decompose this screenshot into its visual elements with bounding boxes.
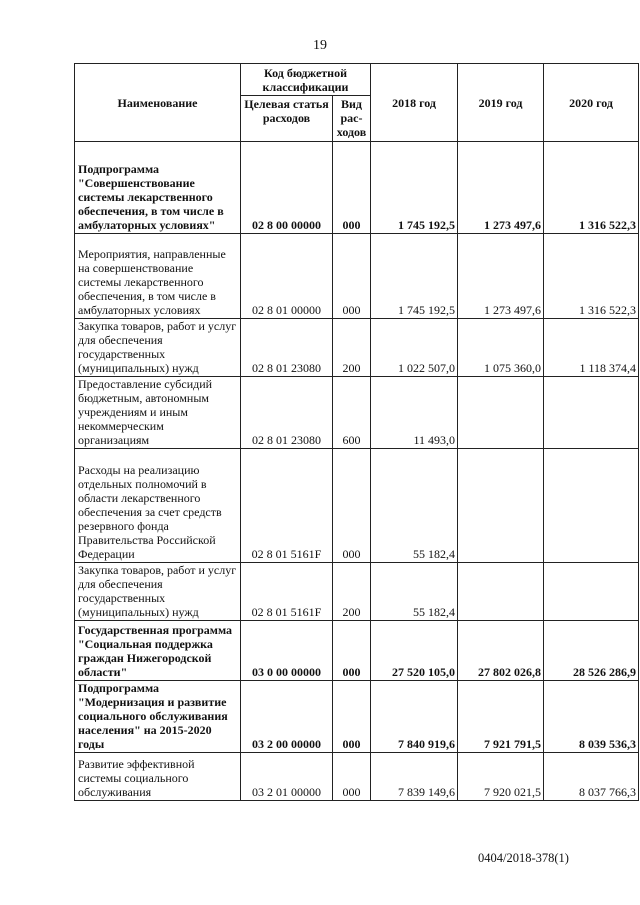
header-name: Наименование — [75, 64, 241, 142]
row-2019-amount-cell — [458, 377, 544, 449]
row-target-code-cell: 02 8 01 23080 — [241, 377, 333, 449]
header-2019: 2019 год — [458, 64, 544, 142]
table-row — [75, 753, 639, 801]
header-2018: 2018 год — [371, 64, 458, 142]
row-target-code-cell: 03 0 00 00000 — [241, 621, 333, 681]
row-name-cell: Предоставление субсидий бюджетным, автономным учреждениям и иным некоммерческим организациям — [75, 377, 241, 449]
row-2020-amount-cell: 1 118 374,4 — [544, 319, 639, 377]
row-2019-amount-cell — [458, 449, 544, 563]
row-target-code-cell: 02 8 01 00000 — [241, 234, 333, 319]
table-row — [75, 377, 639, 449]
row-2018-amount-cell: 1 022 507,0 — [371, 319, 458, 377]
header-kind: Вид рас-ходов — [333, 96, 371, 142]
row-2018-amount-cell: 7 839 149,6 — [371, 753, 458, 801]
row-2018-amount-cell: 55 182,4 — [371, 563, 458, 621]
row-2019-amount-cell: 1 075 360,0 — [458, 319, 544, 377]
row-name-cell: Развитие эффективной системы социального обслуживания — [75, 753, 241, 801]
budget-table — [74, 63, 639, 801]
row-2018-amount-cell: 1 745 192,5 — [371, 142, 458, 234]
row-name-cell: Закупка товаров, работ и услуг для обеспечения государственных (муниципальных) нужд — [75, 563, 241, 621]
row-name-cell: Подпрограмма "Модернизация и развитие социального обслуживания населения" на 2015-2020 годы — [75, 681, 241, 753]
document-code: 0404/2018-378(1) — [478, 851, 569, 865]
row-kind-code-cell: 000 — [333, 621, 371, 681]
row-target-code-cell: 03 2 01 00000 — [241, 753, 333, 801]
row-2019-amount-cell: 27 802 026,8 — [458, 621, 544, 681]
row-name-cell: Расходы на реализацию отдельных полномочий в области лекарственного обеспечения за счет средств резервного фонда Правительства Российской Федерации — [75, 449, 241, 563]
table-row — [75, 449, 639, 563]
row-kind-code-cell: 000 — [333, 234, 371, 319]
table-row — [75, 681, 639, 753]
row-2019-amount-cell: 7 921 791,5 — [458, 681, 544, 753]
row-name-cell: Государственная программа "Социальная поддержка граждан Нижегородской области" — [75, 621, 241, 681]
row-kind-code-cell: 000 — [333, 681, 371, 753]
row-2020-amount-cell — [544, 377, 639, 449]
row-target-code-cell: 02 8 00 00000 — [241, 142, 333, 234]
row-name-cell: Закупка товаров, работ и услуг для обеспечения государственных (муниципальных) нужд — [75, 319, 241, 377]
row-name-cell: Подпрограмма "Совершенствование системы лекарственного обеспечения, в том числе в амбулаторных условиях" — [75, 142, 241, 234]
header-target: Целевая статья расходов — [241, 96, 333, 142]
row-2020-amount-cell: 1 316 522,3 — [544, 234, 639, 319]
table-row — [75, 319, 639, 377]
row-kind-code-cell: 200 — [333, 319, 371, 377]
row-2018-amount-cell: 55 182,4 — [371, 449, 458, 563]
row-2019-amount-cell: 7 920 021,5 — [458, 753, 544, 801]
row-2020-amount-cell: 8 039 536,3 — [544, 681, 639, 753]
row-2018-amount-cell: 7 840 919,6 — [371, 681, 458, 753]
header-2020: 2020 год — [544, 64, 639, 142]
row-name-cell: Мероприятия, направленные на совершенствование системы лекарственного обеспечения, в том числе в амбулаторных условиях — [75, 234, 241, 319]
header-code-group: Код бюджетной классификации — [241, 64, 371, 96]
row-2020-amount-cell: 28 526 286,9 — [544, 621, 639, 681]
row-target-code-cell: 02 8 01 5161F — [241, 449, 333, 563]
row-target-code-cell: 02 8 01 5161F — [241, 563, 333, 621]
table-row — [75, 563, 639, 621]
table-row — [75, 142, 639, 234]
row-2020-amount-cell: 8 037 766,3 — [544, 753, 639, 801]
row-2018-amount-cell: 11 493,0 — [371, 377, 458, 449]
table-row — [75, 621, 639, 681]
row-2020-amount-cell — [544, 563, 639, 621]
row-2019-amount-cell — [458, 563, 544, 621]
row-target-code-cell: 03 2 00 00000 — [241, 681, 333, 753]
row-kind-code-cell: 000 — [333, 142, 371, 234]
row-kind-code-cell: 000 — [333, 449, 371, 563]
page-number: 19 — [313, 38, 327, 53]
row-2018-amount-cell: 1 745 192,5 — [371, 234, 458, 319]
row-2020-amount-cell: 1 316 522,3 — [544, 142, 639, 234]
row-2020-amount-cell — [544, 449, 639, 563]
row-2018-amount-cell: 27 520 105,0 — [371, 621, 458, 681]
row-kind-code-cell: 200 — [333, 563, 371, 621]
row-2019-amount-cell: 1 273 497,6 — [458, 142, 544, 234]
row-target-code-cell: 02 8 01 23080 — [241, 319, 333, 377]
table-row — [75, 234, 639, 319]
row-kind-code-cell: 600 — [333, 377, 371, 449]
row-kind-code-cell: 000 — [333, 753, 371, 801]
row-2019-amount-cell: 1 273 497,6 — [458, 234, 544, 319]
